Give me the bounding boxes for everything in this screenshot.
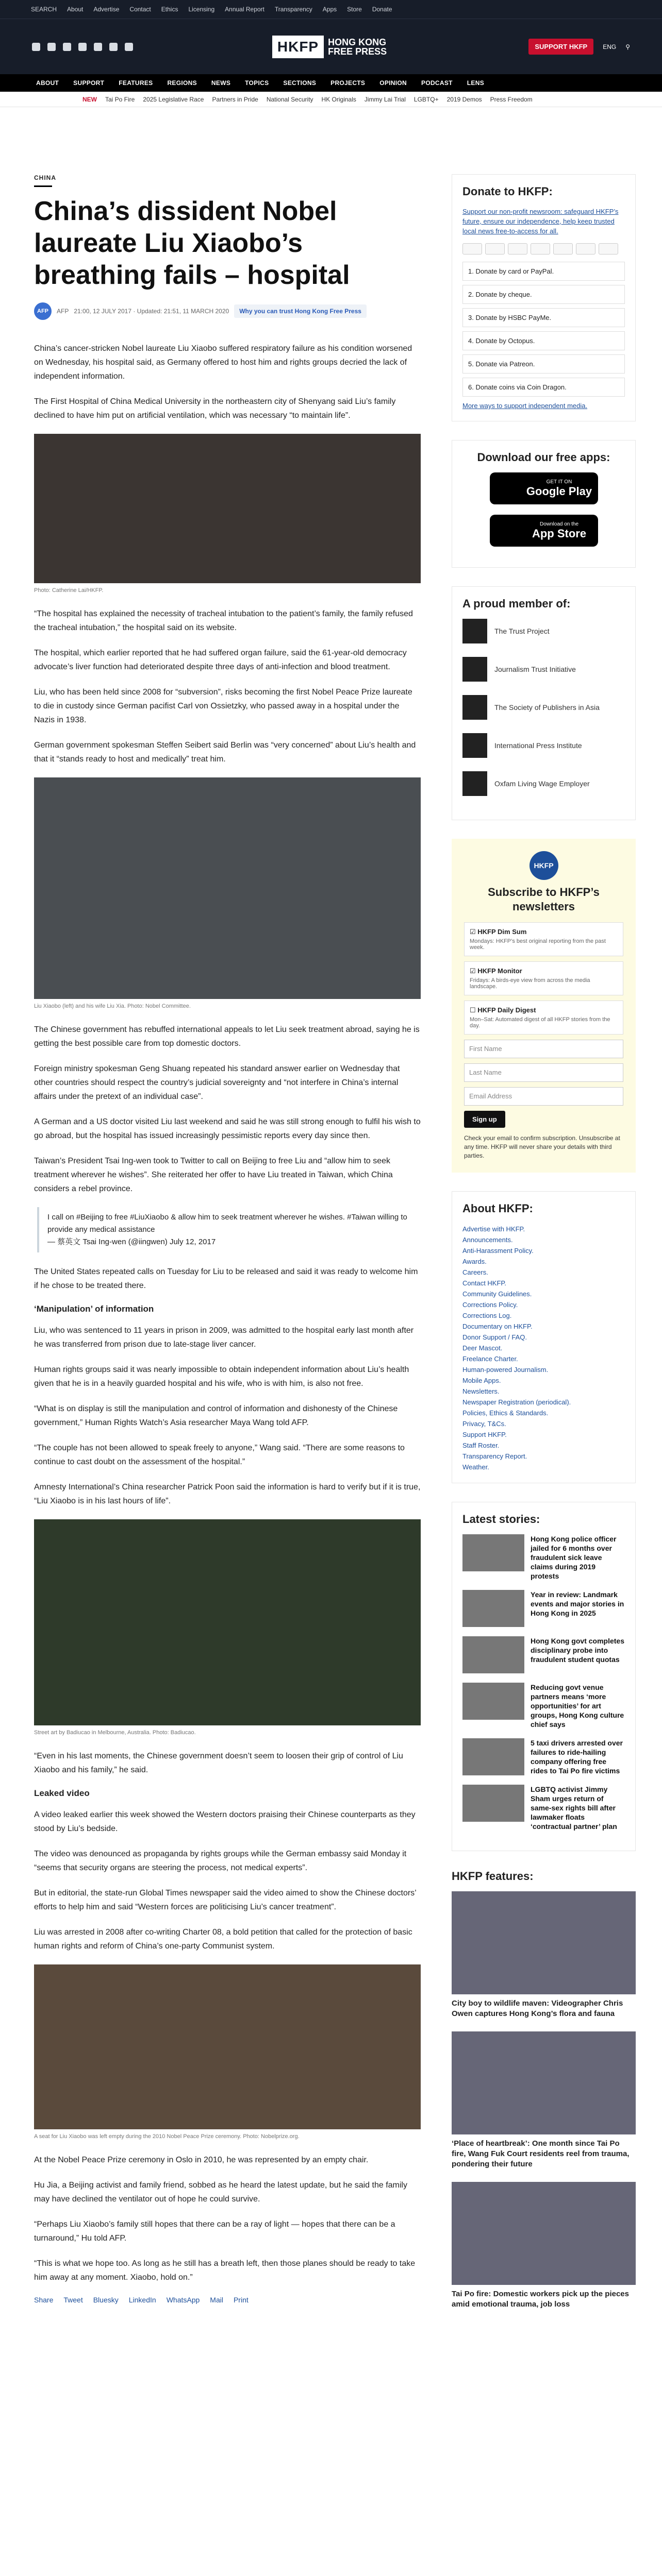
newsletter-desc: Mon–Sat: Automated digest of all HKFP stories from the day.	[470, 1016, 610, 1029]
latest-story[interactable]	[462, 1534, 625, 1581]
nav-about[interactable]: ABOUT	[36, 79, 59, 87]
paragraph: The First Hospital of China Medical University in the northeastern city of Shenyang said Liu’s family declined to have him put on artificial ventilation, which was necessary “to maintain life”.	[34, 397, 396, 420]
visa-icon	[462, 243, 482, 255]
story-thumbnail	[462, 1738, 524, 1775]
story-headline: Hong Kong police officer jailed for 6 months over fraudulent sick leave claims during 2019 protests	[531, 1535, 617, 1580]
google-play-button[interactable]	[490, 472, 598, 504]
newsletter-desc: Fridays: A birds-eye view from across the media landscape.	[470, 977, 590, 990]
annual-report-link[interactable]: Annual Report	[225, 6, 264, 13]
ipi-logo	[462, 733, 487, 758]
nav-sections[interactable]: SECTIONS	[283, 79, 317, 87]
paragraph: “This is what we hope too. As long as he still has a breath left, then those planes should be ready to take him away at any moment. Xiaobo, hold on.”	[34, 2259, 416, 2282]
last-name-field[interactable]: Last Name	[464, 1063, 623, 1082]
jti-logo	[462, 657, 487, 682]
paragraph: The hospital, which earlier reported that he had suffered organ failure, said the 61-year-old democracy advocate’s liver function had deteriorated despite three days of anti-infection and blood treatment.	[34, 649, 407, 671]
paragraph: China’s cancer-stricken Nobel laureate Liu Xiaobo suffered respiratory failure as his condition worsened on Wednesday, his hospital said, as Germany offered to host him and rights groups decried the lack of independent information.	[34, 344, 412, 381]
main-nav	[0, 74, 662, 92]
about-link[interactable]: Policies, Ethics & Standards.	[462, 1409, 549, 1417]
donate-option[interactable]: 3. Donate by HSBC PayMe.	[462, 308, 625, 327]
ethics-link[interactable]: Ethics	[161, 6, 178, 13]
nav-lens[interactable]: LENS	[467, 79, 485, 87]
newsletter-name: HKFP Monitor	[477, 967, 522, 975]
newsletter-widget	[452, 839, 636, 1173]
member-jti[interactable]	[462, 657, 625, 682]
image-caption: A seat for Liu Xiaobo was left empty during the 2010 Nobel Peace Prize ceremony. Photo: Nobelprize.org.	[34, 2133, 300, 2140]
story-headline: Year in review: Landmark events and major stories in Hong Kong in 2025	[531, 1590, 624, 1617]
article-dates: 21:00, 12 JULY 2017 · Updated: 21:51, 11 MARCH 2020	[74, 308, 229, 315]
nav-topics[interactable]: TOPICS	[245, 79, 269, 87]
x-icon[interactable]	[47, 43, 56, 51]
author-name[interactable]: AFP	[57, 308, 69, 315]
search-link[interactable]: SEARCH	[31, 6, 57, 13]
search-icon[interactable]: ⚲	[625, 43, 631, 50]
features-title: HKFP features:	[452, 1870, 534, 1883]
donate-option[interactable]: 1. Donate by card or PayPal.	[462, 262, 625, 281]
paragraph: A German and a US doctor visited Liu last weekend and said he was still strong enough to fulfil his wish to go abroad, but the hospital has issued increasingly pessimistic reports every day since then.	[34, 1117, 421, 1140]
newsletter-note: Check your email to confirm subscription. Unsubscribe at any time. HKFP will never share your details with third parties.	[464, 1134, 620, 1159]
about-link[interactable]: Newspaper Registration (periodical).	[462, 1398, 571, 1406]
paragraph: The United States repeated calls on Tuesday for Liu to be released and said it was ready to welcome him if he chose to be treated there.	[34, 1267, 418, 1290]
google-play-small: GET IT ON	[546, 479, 572, 485]
linkedin-button[interactable]: LinkedIn	[128, 2296, 156, 2304]
store-link[interactable]: Store	[347, 6, 362, 13]
about-link[interactable]: Announcements.	[462, 1236, 513, 1244]
paragraph: Taiwan’s President Tsai Ing-wen took to Twitter to call on Beijing to free Liu and “allow him to seek treatment wherever he wishes”. She reiterated her offer to have Liu treated in Taiwan, which China considers a rebel province.	[34, 1157, 393, 1193]
nav-features[interactable]: FEATURES	[119, 79, 153, 87]
article-image-couple	[34, 777, 421, 999]
about-link[interactable]: Awards.	[462, 1258, 487, 1265]
sopa-logo	[462, 695, 487, 720]
about-link[interactable]: Support HKFP.	[462, 1431, 507, 1438]
member-oxfam[interactable]	[462, 771, 625, 796]
trending-item[interactable]: 2025 Legislative Race	[143, 95, 204, 103]
more-ways-link[interactable]: More ways to support independent media.	[462, 402, 588, 410]
paragraph: “What is on display is still the manipulation and control of information and dishonesty of the Chinese government,” Human Rights Watch’s Asia researcher Maya Wang told AFP.	[34, 1404, 398, 1427]
alipay-icon	[599, 243, 618, 255]
about-link[interactable]: Privacy, T&Cs.	[462, 1420, 506, 1428]
about-link[interactable]: Careers.	[462, 1268, 488, 1276]
image-caption: Liu Xiaobo (left) and his wife Liu Xia. Photo: Nobel Committee.	[34, 1003, 191, 1009]
subheading: Leaked video	[34, 1788, 90, 1798]
feature-thumbnail[interactable]	[452, 1891, 636, 1994]
membership-widget	[452, 586, 636, 820]
about-link[interactable]: Documentary on HKFP.	[462, 1323, 533, 1330]
top-utility-bar	[0, 0, 662, 19]
about-widget	[452, 1191, 636, 1483]
youtube-icon[interactable]	[94, 43, 102, 51]
amex-icon	[508, 243, 527, 255]
payme-icon	[576, 243, 595, 255]
trending-item[interactable]: 2019 Demos	[446, 95, 482, 103]
member-label: Journalism Trust Initiative	[494, 665, 576, 673]
about-link[interactable]: Community Guidelines.	[462, 1290, 532, 1298]
tweet-button[interactable]: Tweet	[63, 2296, 83, 2304]
about-link[interactable]: Corrections Policy.	[462, 1301, 518, 1309]
about-link[interactable]: Donor Support / FAQ.	[462, 1333, 527, 1341]
instagram-icon[interactable]	[63, 43, 71, 51]
logo-mark: HKFP	[272, 36, 324, 58]
share-bar	[34, 2296, 421, 2304]
share-button[interactable]: Share	[34, 2296, 54, 2304]
latest-story[interactable]	[462, 1590, 625, 1627]
google-play-label: Google Play	[526, 484, 592, 498]
paypal-icon	[531, 243, 550, 255]
bluesky-icon[interactable]	[125, 43, 133, 51]
member-label: The Trust Project	[494, 627, 550, 635]
donate-option[interactable]: 5. Donate via Patreon.	[462, 354, 625, 374]
donate-option[interactable]: 6. Donate coins via Coin Dragon.	[462, 378, 625, 397]
story-headline: Hong Kong govt completes disciplinary probe into fraudulent student quotas	[531, 1637, 624, 1664]
story-thumbnail	[462, 1636, 524, 1673]
about-title: About HKFP:	[462, 1202, 533, 1215]
telegram-icon[interactable]	[109, 43, 118, 51]
story-headline: 5 taxi drivers arrested over failures to ride-hailing company offering free rides to Tai Po fire victims	[531, 1739, 623, 1775]
paragraph: Amnesty International’s China researcher Patrick Poon said the information is hard to verify but if it is true, “Liu Xiaobo is in his last hours of life”.	[34, 1483, 421, 1505]
oxfam-logo	[462, 771, 487, 796]
site-logo[interactable]	[272, 36, 390, 58]
apps-title: Download our free apps:	[477, 451, 610, 464]
feature-headline[interactable]: ‘Place of heartbreak’: One month since Tai Po fire, Wang Fuk Court residents reel from trauma, pondering their future	[452, 2139, 630, 2168]
paragraph: Hu Jia, a Beijing activist and family friend, sobbed as he heard the latest update, but he said the family may have declined the ventilator out of hope he could survive.	[34, 2181, 407, 2204]
tweet-text: I call on #Beijing to free #LiuXiaobo & allow him to seek treatment wherever he wishes. #Taiwan willing to provide any medical assistance	[47, 1213, 407, 1234]
story-thumbnail	[462, 1590, 524, 1627]
about-link[interactable]: Weather.	[462, 1463, 489, 1471]
latest-story[interactable]	[462, 1636, 625, 1673]
member-label: International Press Institute	[494, 741, 582, 750]
article-title: China’s dissident Nobel laureate Liu Xiaobo’s breathing fails – hospital	[34, 196, 350, 290]
about-link[interactable]: Newsletters.	[462, 1387, 500, 1395]
member-sopa[interactable]	[462, 695, 625, 720]
trending-item[interactable]: Tai Po Fire	[105, 95, 135, 103]
latest-story[interactable]	[462, 1683, 625, 1729]
newsletter-option-digest[interactable]: ☐ HKFP Daily Digest Mon–Sat: Automated digest of all HKFP stories from the day.	[464, 1001, 623, 1035]
article-image-protest	[34, 434, 421, 583]
nav-podcast[interactable]: PODCAST	[421, 79, 453, 87]
apps-widget	[452, 440, 636, 568]
logo-name: HONG KONG FREE PRESS	[328, 37, 387, 57]
paragraph: Liu, who has been held since 2008 for “subversion”, risks becoming the first Nobel Peace Prize laureate to die in custody since German pacifist Carl von Ossietzky, who passed away in a hospital under the Nazis in 1938.	[34, 688, 412, 724]
about-link[interactable]: Transparency Report.	[462, 1452, 527, 1460]
article-image-street-art	[34, 1519, 421, 1725]
payment-methods	[462, 243, 625, 255]
story-headline: LGBTQ activist Jimmy Sham urges return of same-sex rights bill after lawmaker floats ‘contractual partner’ plan	[531, 1785, 617, 1831]
newsletter-option-dimsum[interactable]: ☑ HKFP Dim Sum Mondays: HKFP’s best original reporting from the past week.	[464, 922, 623, 956]
new-label: NEW	[82, 95, 97, 103]
contact-link[interactable]: Contact	[129, 6, 151, 13]
nav-support[interactable]: SUPPORT	[73, 79, 105, 87]
licensing-link[interactable]: Licensing	[188, 6, 215, 13]
member-label: The Society of Publishers in Asia	[494, 703, 600, 711]
donate-text[interactable]: Support our non-profit newsroom: safeguard HKFP’s future, ensure our independence, help keep trusted local news free-to-access for all.	[462, 208, 619, 235]
feature-thumbnail[interactable]	[452, 2031, 636, 2134]
feature-headline[interactable]: City boy to wildlife maven: Videographer Chris Owen captures Hong Kong’s flora and fauna	[452, 1999, 623, 2018]
trending-item[interactable]: HK Originals	[321, 95, 356, 103]
tweet-byline[interactable]: — 蔡英文 Tsai Ing-wen (@iingwen) July 12, 2017	[47, 1238, 216, 1246]
trending-item[interactable]: Press Freedom	[490, 95, 533, 103]
latest-title: Latest stories:	[462, 1513, 540, 1526]
paragraph: The Chinese government has rebuffed international appeals to let Liu seek treatment abroad, saying he is getting the best possible care from top domestic doctors.	[34, 1025, 420, 1048]
paragraph: But in editorial, the state-run Global Times newspaper said the video aimed to show the Chinese doctors’ efforts to help him and said “Western forces are politicising Liu’s cancer treatment”.	[34, 1889, 417, 1911]
nav-opinion[interactable]: OPINION	[379, 79, 407, 87]
newsletter-badge: HKFP	[529, 851, 558, 880]
paragraph: Liu was arrested in 2008 after co-writing Charter 08, a bold petition that called for the protection of basic human rights and reform of China’s one-party Communist system.	[34, 1928, 412, 1951]
feature-headline[interactable]: Tai Po fire: Domestic workers pick up the pieces amid emotional trauma, job loss	[452, 2290, 629, 2309]
article-image-empty-chair	[34, 1964, 421, 2129]
trending-item[interactable]: Partners in Pride	[212, 95, 258, 103]
donate-link[interactable]: Donate	[372, 6, 392, 13]
trending-item[interactable]: National Security	[266, 95, 313, 103]
app-store-label: App Store	[532, 527, 587, 540]
about-link[interactable]: Staff Roster.	[462, 1442, 500, 1449]
octopus-icon	[553, 243, 573, 255]
paragraph: The video was denounced as propaganda by rights groups while the German embassy said Monday it “seems that security organs are steering the process, not medical experts”.	[34, 1850, 407, 1872]
trending-item[interactable]: Jimmy Lai Trial	[364, 95, 406, 103]
subheading: ‘Manipulation’ of information	[34, 1304, 154, 1314]
story-thumbnail	[462, 1785, 524, 1822]
about-link[interactable]: Mobile Apps.	[462, 1377, 501, 1384]
member-label: Oxfam Living Wage Employer	[494, 779, 590, 788]
trending-bar	[0, 92, 662, 107]
nav-news[interactable]: NEWS	[211, 79, 231, 87]
newsletter-title: Subscribe to HKFP’s newsletters	[488, 886, 600, 913]
about-link[interactable]: Freelance Charter.	[462, 1355, 518, 1363]
print-button[interactable]: Print	[233, 2296, 249, 2304]
newsletter-name: HKFP Daily Digest	[477, 1006, 536, 1014]
paragraph: “The couple has not been allowed to speak freely to anyone,” Wang said. “There are some reasons to continue to cast doubt on the assessment of the hospital.”	[34, 1444, 405, 1466]
transparency-link[interactable]: Transparency	[274, 6, 312, 13]
member-ipi[interactable]	[462, 733, 625, 758]
advertise-link[interactable]: Advertise	[93, 6, 120, 13]
donate-widget	[452, 174, 636, 421]
paragraph: “Perhaps Liu Xiaobo’s family still hopes that there can be a ray of light — hopes that there can be a turnaround,” Hu told AFP.	[34, 2220, 395, 2243]
trust-project-logo	[462, 619, 487, 643]
nav-regions[interactable]: REGIONS	[167, 79, 197, 87]
member-title: A proud member of:	[462, 597, 571, 610]
mail-button[interactable]: Mail	[210, 2296, 223, 2304]
latest-story[interactable]	[462, 1785, 625, 1831]
app-store-small: Download on the	[539, 521, 579, 527]
apps-link[interactable]: Apps	[322, 6, 337, 13]
donate-option[interactable]: 4. Donate by Octopus.	[462, 331, 625, 350]
story-headline: Reducing govt venue partners means ‘more opportunities’ for art groups, Hong Kong culture chief says	[531, 1683, 624, 1728]
donate-option[interactable]: 2. Donate by cheque.	[462, 285, 625, 304]
features-widget	[452, 1870, 636, 2310]
member-trust-project[interactable]	[462, 619, 625, 643]
signup-button[interactable]: Sign up	[464, 1111, 505, 1128]
article-meta	[34, 302, 421, 320]
trending-item[interactable]: LGBTQ+	[413, 95, 439, 103]
paragraph: A video leaked earlier this week showed the Western doctors praising their Chinese counterparts as they stood by Liu’s bedside.	[34, 1810, 416, 1833]
about-link[interactable]: Contact HKFP.	[462, 1279, 507, 1287]
author-avatar: AFP	[34, 302, 52, 320]
donate-title: Donate to HKFP:	[462, 185, 553, 198]
mastercard-icon	[485, 243, 505, 255]
story-thumbnail	[462, 1534, 524, 1571]
image-caption: Street art by Badiucao in Melbourne, Australia. Photo: Badiucao.	[34, 1730, 196, 1736]
about-link[interactable]: Human-powered Journalism.	[462, 1366, 549, 1374]
whatsapp-button[interactable]: WhatsApp	[166, 2296, 200, 2304]
threads-icon[interactable]	[78, 43, 87, 51]
nav-projects[interactable]: PROJECTS	[330, 79, 366, 87]
newsletter-desc: Mondays: HKFP’s best original reporting from the past week.	[470, 938, 606, 951]
language-selector[interactable]: ENG	[603, 43, 617, 50]
paragraph: Human rights groups said it was nearly impossible to obtain independent information about Liu’s health given that he is in a heavily guarded hospital and his wife, who is with him, is also not free.	[34, 1365, 409, 1388]
trust-link[interactable]: Why you can trust Hong Kong Free Press	[234, 304, 367, 318]
paragraph: Foreign ministry spokesman Geng Shuang repeated his standard answer earlier on Wednesday that other countries should respect the country’s judicial sovereignty and “not interfere in China’s internal affairs under the pretext of an individual case”.	[34, 1064, 400, 1101]
site-header	[0, 19, 662, 74]
email-field[interactable]: Email Address	[464, 1087, 623, 1106]
latest-widget	[452, 1502, 636, 1851]
support-button[interactable]: SUPPORT HKFP	[528, 39, 593, 55]
paragraph: At the Nobel Peace Prize ceremony in Oslo in 2010, he was represented by an empty chair.	[34, 2156, 369, 2164]
about-link[interactable]: Corrections Log.	[462, 1312, 512, 1319]
first-name-field[interactable]: First Name	[464, 1040, 623, 1058]
facebook-icon[interactable]	[32, 43, 40, 51]
story-thumbnail	[462, 1683, 524, 1720]
embedded-tweet	[37, 1207, 421, 1252]
article-category[interactable]: CHINA	[34, 174, 56, 181]
paragraph: German government spokesman Steffen Seibert said Berlin was “very concerned” about Liu’s health and that it “stands ready to host and medically” treat him.	[34, 741, 416, 764]
about-link[interactable]: About	[67, 6, 84, 13]
category-divider	[34, 185, 52, 187]
paragraph: “Even in his last moments, the Chinese government doesn’t seem to loosen their grip of control of Liu Xiaobo and his family,” he said.	[34, 1752, 403, 1774]
app-store-button[interactable]	[490, 515, 598, 547]
feature-thumbnail[interactable]	[452, 2182, 636, 2285]
paragraph: Liu, who was sentenced to 11 years in prison in 2009, was admitted to the hospital early last month after he was transferred from prison due to late-stage liver cancer.	[34, 1326, 414, 1349]
bluesky-button[interactable]: Bluesky	[93, 2296, 119, 2304]
paragraph: “The hospital has explained the necessity of tracheal intubation to the patient’s family, the family refused the tracheal intubation,” the hospital said on its website.	[34, 609, 413, 632]
newsletter-option-monitor[interactable]: ☑ HKFP Monitor Fridays: A birds-eye view from across the media landscape.	[464, 961, 623, 995]
about-link[interactable]: Anti-Harassment Policy.	[462, 1247, 534, 1255]
article	[34, 174, 421, 2322]
sidebar	[452, 174, 636, 2322]
social-icons	[32, 43, 272, 51]
latest-story[interactable]	[462, 1738, 625, 1775]
about-list	[462, 1224, 625, 1472]
about-link[interactable]: Advertise with HKFP.	[462, 1225, 525, 1233]
newsletter-name: HKFP Dim Sum	[477, 928, 527, 936]
about-link[interactable]: Deer Mascot.	[462, 1344, 503, 1352]
image-caption: Photo: Catherine Lai/HKFP.	[34, 587, 104, 594]
